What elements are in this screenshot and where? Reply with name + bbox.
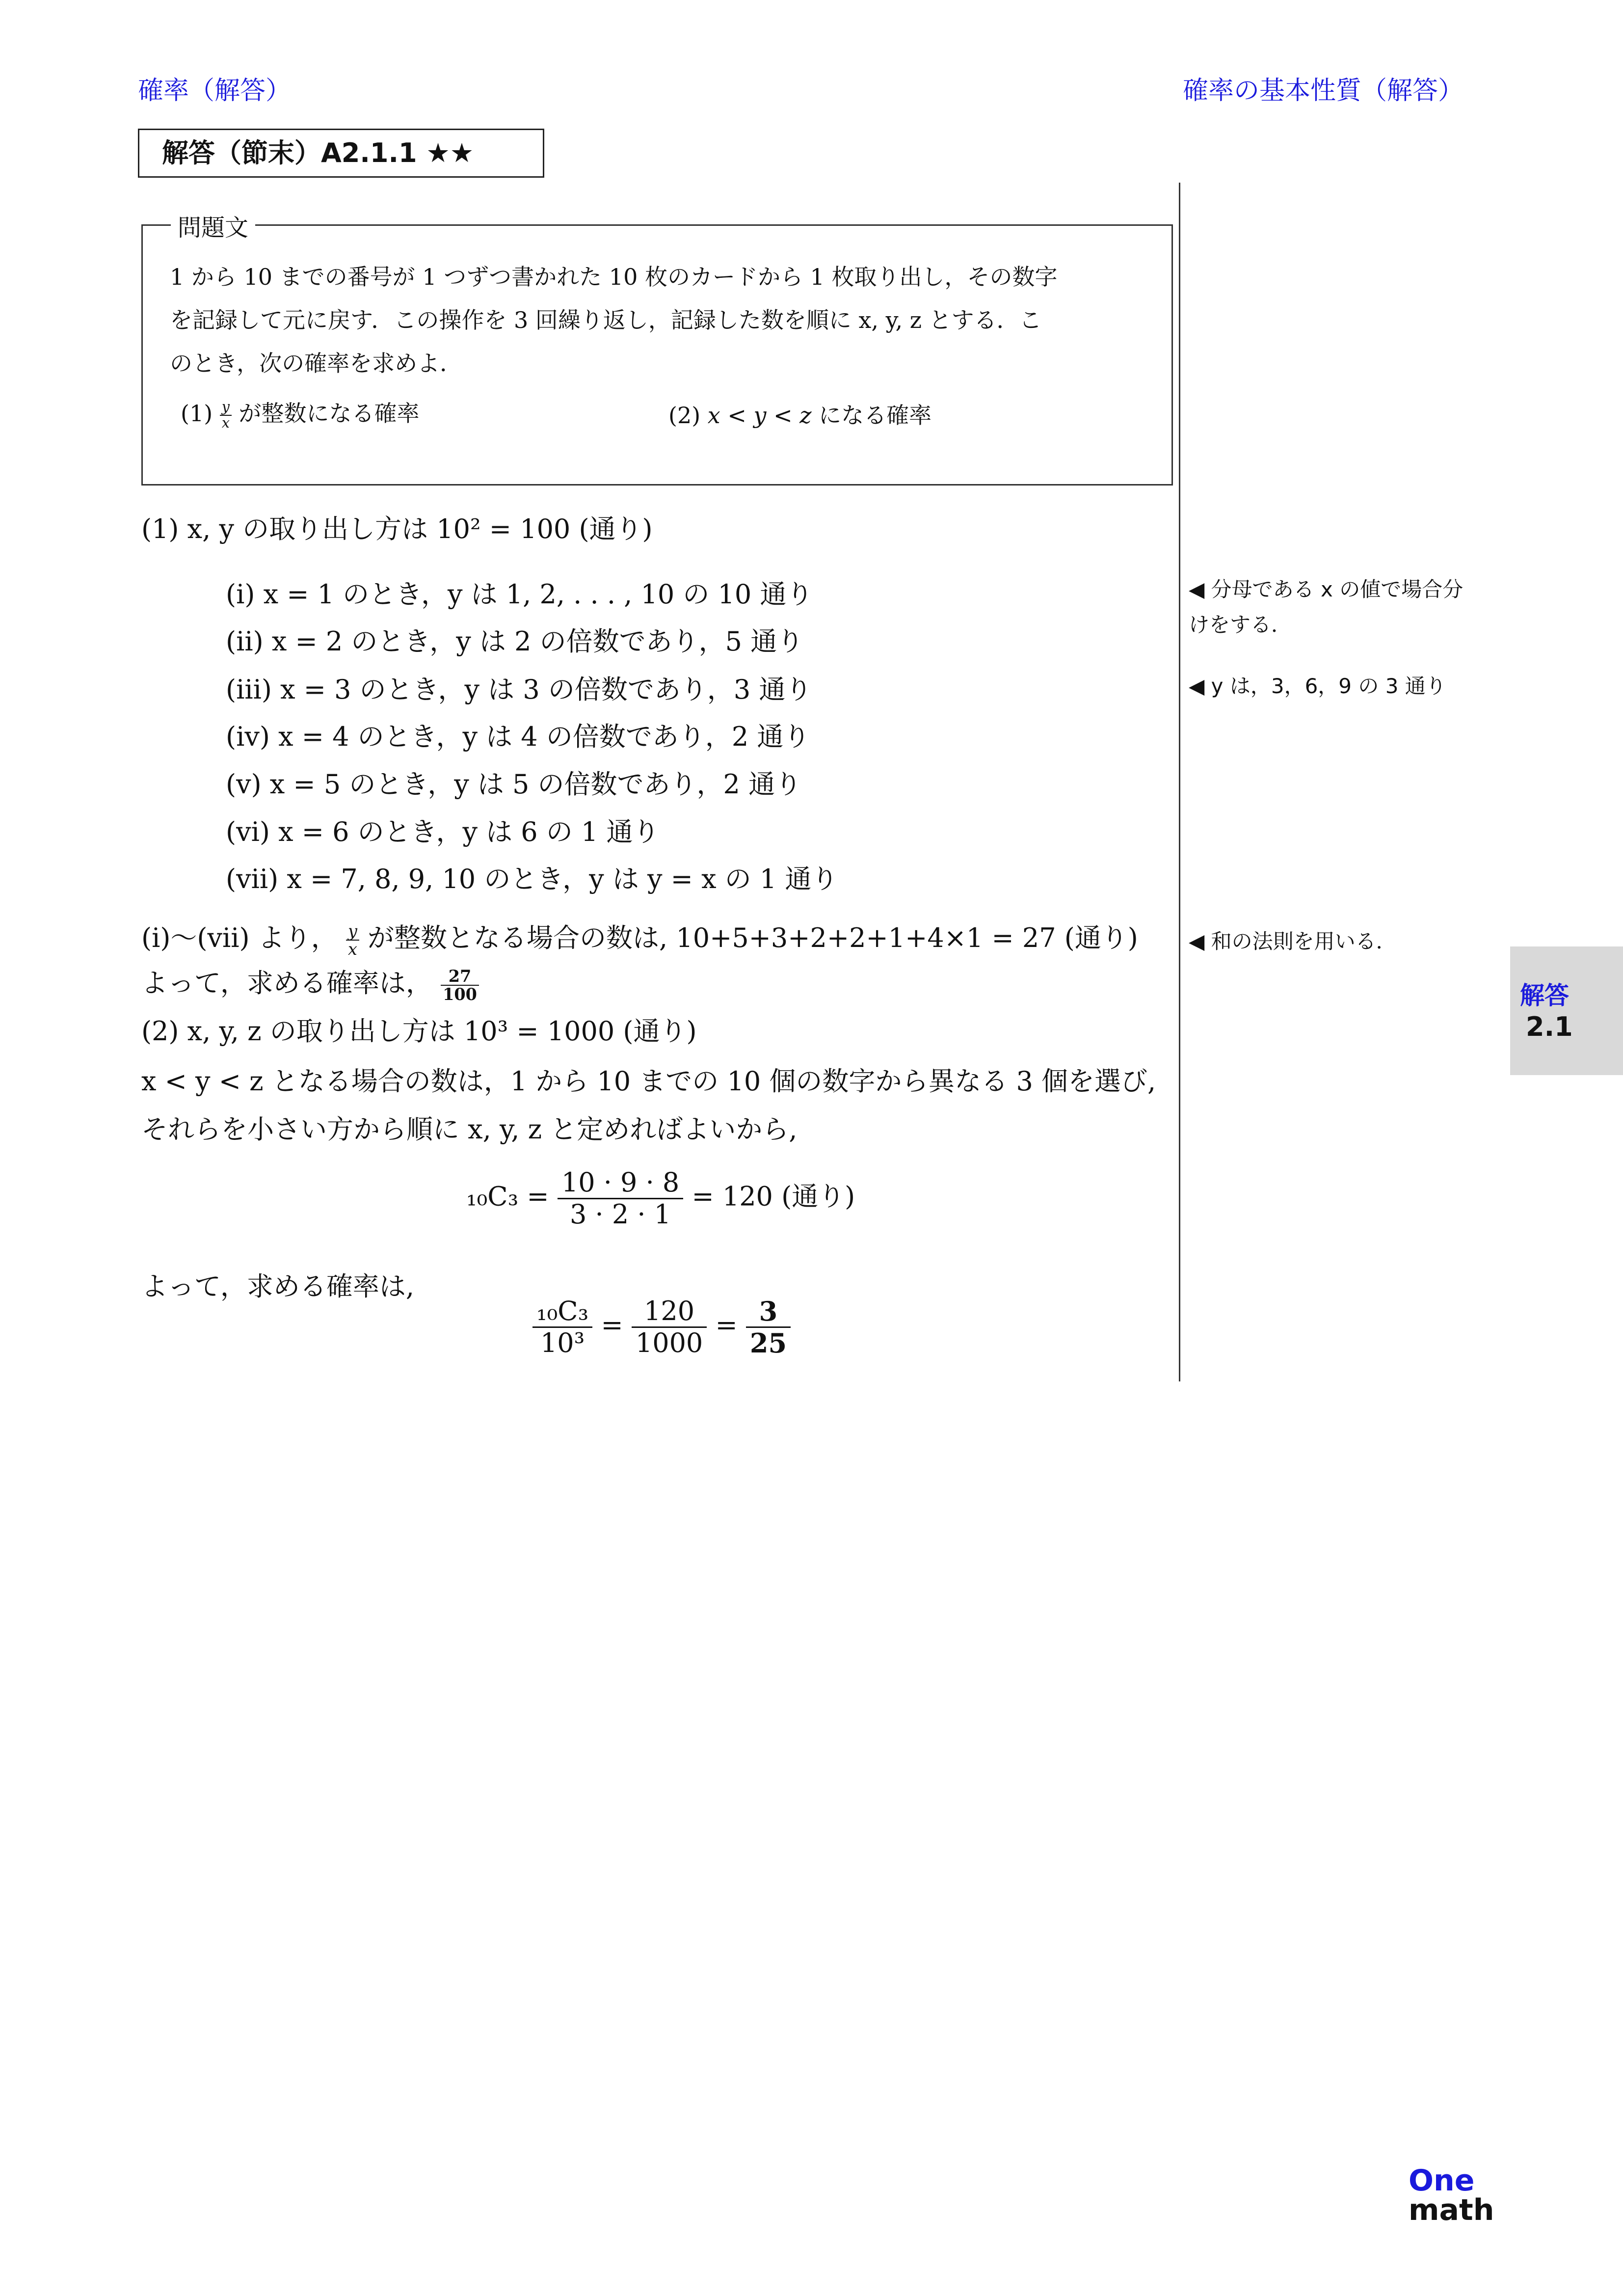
question-1 <box>181 396 420 431</box>
answer-denominator: 25 <box>749 1327 787 1359</box>
y-over-x-fraction <box>346 922 359 958</box>
margin-note-1-line-1: ◀ 分母である x の値で場合分 <box>1189 577 1463 601</box>
probability-2-prefix: よって，求める確率は, <box>141 1271 415 1302</box>
case-7: (vii) x = 7, 8, 9, 10 のとき，y は y = x の 1 通り <box>226 864 838 894</box>
margin-divider <box>1179 183 1180 1381</box>
answer-numerator: 3 <box>746 1296 791 1328</box>
section-tab-number: 2.1 <box>1526 1011 1573 1042</box>
answer-denominator: 100 <box>443 985 477 1004</box>
combination-denominator: 3 · 2 · 1 <box>570 1199 671 1230</box>
part2-line-2: それらを小さい方から順に x, y, z と定めればよいから, <box>141 1114 798 1145</box>
question-2 <box>668 398 931 430</box>
probability-1-prefix: よって，求める確率は， <box>141 968 432 999</box>
probability-2-answer <box>746 1296 791 1358</box>
sum-line <box>141 917 1138 958</box>
question-1-text: が整数になる確率 <box>239 400 420 427</box>
equals-sign: = <box>715 1309 738 1341</box>
y-over-x-fraction <box>220 400 232 431</box>
probability-2-equation <box>532 1296 791 1358</box>
combination-rhs: = 120 (通り) <box>692 1181 855 1212</box>
header-left: 確率（解答） <box>138 76 292 106</box>
problem-line-1: 1 から 10 までの番号が 1 つずつ書かれた 10 枚のカードから 1 枚取り出し，その数字 <box>170 264 1058 290</box>
solution-title: 解答（節末）A2.1.1 ★★ <box>138 129 544 178</box>
case-6: (vi) x = 6 のとき，y は 6 の 1 通り <box>226 816 660 847</box>
case-1: (i) x = 1 のとき，y は 1, 2, . . . , 10 の 10 通り <box>226 579 813 610</box>
fraction-denominator: x <box>221 415 230 431</box>
section-tab <box>1510 946 1623 1075</box>
problem-line-2: を記録して元に戻す．この操作を 3 回繰り返し，記録した数を順に x, y, z とする．こ <box>170 307 1042 333</box>
section-tab-label: 解答 <box>1520 981 1569 1010</box>
sum-text: が整数となる場合の数は, 10+5+3+2+2+1+4×1 = 27 (通り) <box>368 922 1138 953</box>
fraction-denominator: 1000 <box>635 1327 703 1358</box>
question-2-inequality: x < y < z <box>707 402 812 429</box>
part2-line-1: x < y < z となる場合の数は，1 から 10 までの 10 個の数字から異なる 3 個を選び, <box>141 1066 1156 1097</box>
case-4: (iv) x = 4 のとき，y は 4 の倍数であり，2 通り <box>226 721 810 752</box>
probability-1-line <box>141 962 479 1003</box>
fraction-numerator: ₁₀C₃ <box>532 1296 592 1328</box>
margin-note-3: ◀ 和の法則を用いる． <box>1189 929 1397 953</box>
fraction-numerator: y <box>347 921 357 941</box>
question-2-text: になる確率 <box>819 402 932 429</box>
sum-prefix: (i)〜(vii) より， <box>141 922 338 953</box>
part1-heading: (1) x, y の取り出し方は 10² = 100 (通り) <box>141 513 653 544</box>
fraction-numerator: 120 <box>632 1296 707 1328</box>
probability-2-fraction-2 <box>632 1296 707 1358</box>
fraction-numerator: y <box>221 399 230 415</box>
fraction-denominator: 10³ <box>540 1327 585 1358</box>
case-3: (iii) x = 3 のとき，y は 3 の倍数であり，3 通り <box>226 674 812 705</box>
combination-fraction <box>558 1167 683 1230</box>
combination-lhs: ₁₀C₃ = <box>466 1181 549 1212</box>
problem-label: 問題文 <box>171 209 255 243</box>
combination-numerator: 10 · 9 · 8 <box>558 1167 683 1199</box>
onemath-logo <box>1409 2163 1494 2227</box>
part2-heading: (2) x, y, z の取り出し方は 10³ = 1000 (通り) <box>141 1016 697 1047</box>
case-2: (ii) x = 2 のとき，y は 2 の倍数であり，5 通り <box>226 626 804 657</box>
question-1-number: (1) <box>181 400 213 427</box>
question-2-number: (2) <box>668 402 701 429</box>
logo-line-2: math <box>1409 2193 1494 2227</box>
header-right: 確率の基本性質（解答） <box>1183 76 1464 106</box>
probability-1-answer <box>441 968 479 1003</box>
case-5: (v) x = 5 のとき，y は 5 の倍数であり，2 通り <box>226 769 802 800</box>
combination-equation <box>466 1167 855 1230</box>
problem-line-3: のとき，次の確率を求めよ． <box>170 350 463 377</box>
equals-sign: = <box>601 1309 623 1341</box>
probability-2-fraction-1 <box>532 1296 592 1358</box>
fraction-denominator: x <box>347 940 357 959</box>
answer-numerator: 27 <box>441 968 479 986</box>
logo-line-1: One <box>1409 2163 1475 2198</box>
margin-note-2: ◀ y は，3，6，9 の 3 通り <box>1189 674 1446 698</box>
margin-note-1-line-2: けをする． <box>1189 613 1292 637</box>
